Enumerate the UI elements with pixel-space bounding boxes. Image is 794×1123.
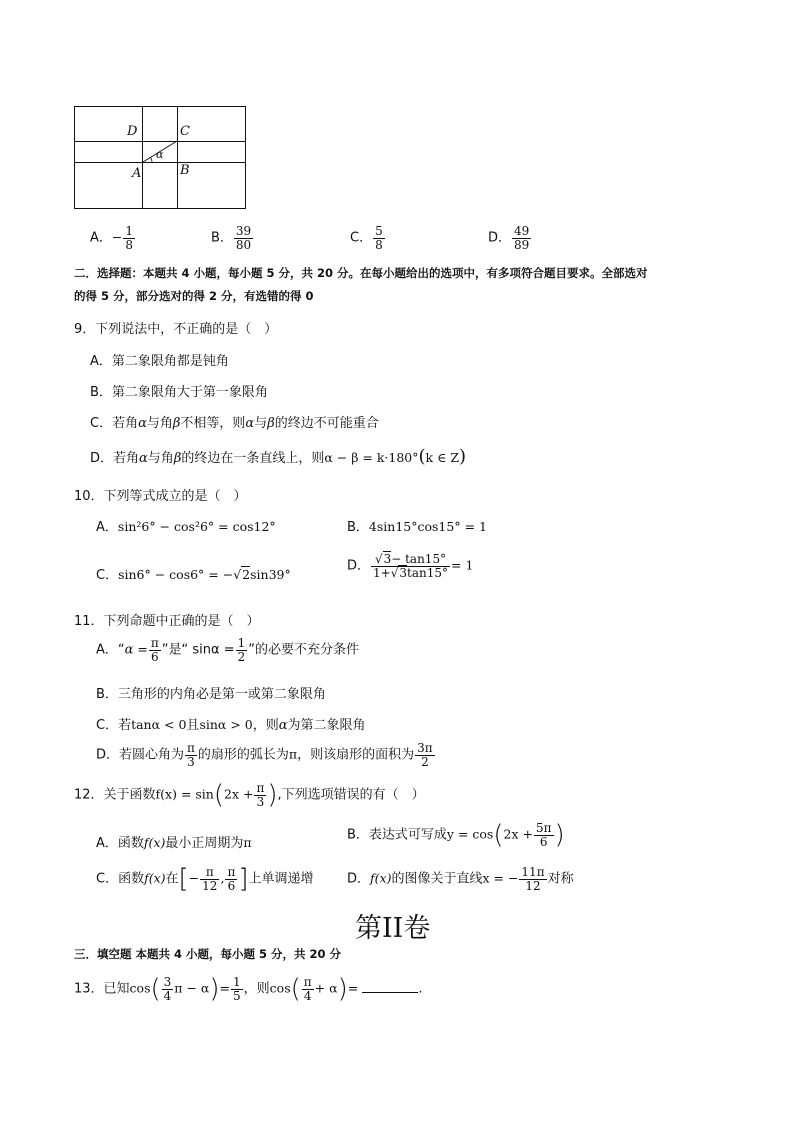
fraction (236, 637, 248, 663)
q11-option-d[interactable] (96, 742, 436, 768)
formula: π − α (174, 980, 210, 996)
text: 上单调递增 (248, 871, 314, 887)
numerator: π (303, 975, 312, 989)
text: 的图像关于直线 (391, 871, 483, 887)
q8-option-a[interactable] (90, 225, 136, 251)
text: ，则该扇形的面积为 (297, 747, 415, 763)
section2-heading-line1: 二．选择题：本题共 4 小题，每小题 5 分，共 20 分。在每小题给出的选项中，有多项符合题目要求。全部选对 (74, 266, 648, 280)
sqrt-sign: √ (233, 567, 242, 582)
numerator: 11π (521, 865, 545, 879)
condition: k ∈ Z (425, 450, 460, 465)
sqrt-value: 3 (399, 565, 408, 580)
q12-option-b[interactable] (347, 820, 565, 851)
text: 的终边不可能重合 (274, 416, 379, 431)
q12-option-c[interactable] (96, 864, 314, 895)
fraction (231, 976, 243, 1002)
denominator: 4 (163, 988, 172, 1003)
numerator (371, 553, 450, 567)
numerator: π (187, 741, 195, 755)
text: 且 (186, 718, 200, 733)
fraction (415, 742, 435, 768)
q10-option-d[interactable] (347, 553, 473, 579)
q11-option-a[interactable] (96, 637, 359, 663)
formula: sin6° − cos6° = − (118, 567, 234, 582)
fraction (371, 553, 450, 579)
beta: β (173, 451, 182, 466)
q9-option-c[interactable] (90, 412, 379, 431)
fraction (149, 637, 161, 663)
paren-left: ( (290, 974, 301, 1005)
formula: sinα > 0 (199, 717, 253, 732)
section2-heading-line2: 的得 5 分，部分选对的得 2 分，有选错的得 0 (74, 289, 314, 303)
q11-option-b[interactable]: B．三角形的内角必是第一或第二象限角 (96, 687, 326, 702)
text: ，则 (252, 718, 279, 733)
label-d: D (127, 124, 138, 139)
q13 (74, 974, 423, 1005)
denominator: 5 (233, 988, 241, 1003)
text: 与角 (147, 451, 174, 466)
fraction (234, 225, 253, 251)
fraction (123, 225, 135, 251)
text: 12．关于函数 (74, 787, 156, 803)
answer-blank[interactable] (362, 980, 418, 993)
numerator: 5 (375, 224, 383, 238)
denominator: 8 (375, 237, 383, 252)
numerator: π (256, 781, 265, 795)
text: 对称 (547, 871, 574, 887)
minus-sign: − (188, 870, 200, 886)
text: 与角 (146, 416, 173, 431)
q12-stem (74, 780, 425, 811)
formula: 2x + (224, 786, 254, 802)
period: . (418, 981, 423, 997)
numerator: 5π (535, 821, 552, 835)
q9-option-a[interactable]: A．第二象限角都是钝角 (90, 354, 229, 369)
text: tan15° (407, 565, 448, 580)
option-prefix: C． (350, 230, 373, 246)
q8-option-d[interactable] (488, 225, 532, 251)
paren-right: ) (337, 974, 348, 1005)
formula: y = cos (446, 826, 494, 842)
alpha: α (138, 416, 147, 431)
denominator (371, 567, 450, 580)
text: 1+ (373, 565, 391, 580)
q10-option-b[interactable] (347, 516, 487, 535)
section3-heading: 三．填空题 本题共 4 小题，每小题 5 分，共 20 分 (74, 947, 342, 961)
pi: π (288, 746, 298, 762)
q11-option-c[interactable] (96, 714, 366, 733)
alpha: α (245, 416, 255, 431)
denominator: 6 (227, 878, 236, 893)
denominator: 3 (256, 794, 265, 809)
equals: = (347, 980, 359, 996)
numerator: π (150, 636, 159, 650)
q9-option-b[interactable]: B．第二象限角大于第一象限角 (90, 385, 268, 400)
option-prefix: C． (96, 568, 119, 583)
equals: = (133, 641, 148, 657)
pi: π (243, 835, 252, 850)
numerator: 3π (417, 741, 433, 755)
fraction (225, 866, 237, 892)
fraction (512, 225, 531, 251)
formula: + α (314, 980, 338, 996)
text: 13．已知 (74, 981, 130, 997)
option-prefix: B． (347, 520, 369, 535)
sqrt-sign: √ (374, 552, 383, 566)
paren-right: ) (209, 974, 220, 1005)
q10-stem: 10．下列等式成立的是（ ） (74, 489, 247, 504)
formula: 2x + (503, 826, 533, 842)
text: 在 (165, 871, 179, 887)
denominator: 4 (303, 988, 312, 1003)
text: D．若角 (90, 451, 140, 466)
paren-left: ( (418, 446, 426, 467)
q12-option-a[interactable] (96, 832, 252, 851)
formula: f(x) = sin (155, 786, 214, 802)
fraction (302, 976, 314, 1002)
text: 为第二象限角 (287, 718, 366, 733)
numerator: 1 (125, 224, 134, 238)
text: 不相等，则 (180, 416, 246, 431)
text: 最小正周期为 (165, 836, 244, 851)
text: A．“ (96, 642, 125, 658)
text: ,下列选项错误的有（ ） (277, 787, 425, 803)
option-prefix: A． (90, 230, 112, 246)
q9-option-d[interactable] (90, 446, 466, 467)
text: D． (347, 871, 371, 887)
equals: = (219, 980, 231, 996)
bracket-left: [ (178, 864, 189, 895)
text: C．若角 (90, 416, 139, 431)
fraction (373, 225, 385, 251)
text: ”是“ sinα = (161, 642, 235, 658)
function: f(x) (143, 835, 166, 850)
text: C．函数 (96, 871, 145, 887)
paren-left: ( (493, 820, 504, 851)
label-c: C (180, 124, 190, 139)
numerator: 3 (163, 975, 172, 989)
denominator: 2 (237, 649, 246, 664)
q12-option-d[interactable] (347, 866, 574, 892)
formula: tanα < 0 (131, 717, 187, 732)
bracket-right: ] (238, 864, 249, 895)
denominator: 12 (525, 878, 541, 893)
fraction (519, 866, 546, 892)
q9-stem: 9．下列说法中，不正确的是（ ） (74, 322, 278, 337)
part2-title: 第II卷 (355, 913, 431, 944)
option-prefix: B． (211, 230, 233, 246)
paren-left: ( (150, 974, 161, 1005)
q10-option-a[interactable] (96, 516, 276, 535)
q8-option-c[interactable] (350, 225, 386, 251)
fraction (200, 866, 219, 892)
function: f(x) (370, 870, 392, 886)
text: A．函数 (96, 836, 144, 851)
text: ”的必要不充分条件 (248, 642, 359, 658)
option-prefix: A． (96, 520, 118, 535)
cos: cos (129, 980, 151, 996)
fraction (534, 822, 554, 848)
text: 的终边在一条直线上，则 (181, 451, 325, 466)
fraction (162, 976, 174, 1002)
comma: , (220, 870, 225, 886)
beta: β (267, 416, 275, 431)
label-alpha: α (156, 148, 164, 161)
denominator: 3 (187, 754, 195, 769)
alpha: α (278, 718, 288, 733)
denominator: 12 (202, 878, 218, 893)
sqrt-sign: √ (390, 565, 399, 580)
q10-option-c[interactable] (96, 564, 291, 583)
alpha: α (124, 642, 134, 658)
numerator: 49 (514, 224, 530, 238)
denominator: 6 (151, 649, 159, 664)
label-a: A (132, 166, 142, 181)
text: − tan15° (391, 552, 447, 566)
option-prefix: D． (347, 558, 371, 574)
formula: α − β = k·180° (324, 450, 419, 465)
sqrt-value: 3 (383, 552, 392, 566)
formula: sin²6° − cos²6° = cos12° (117, 519, 276, 534)
paren-right: ) (554, 820, 565, 851)
paren-right: ) (459, 446, 467, 467)
numerator: π (200, 866, 219, 880)
numerator: 1 (233, 975, 241, 989)
denominator: 8 (125, 237, 134, 252)
text: 的扇形的弧长为 (197, 747, 289, 763)
text: B．表达式可写成 (347, 827, 447, 843)
function: f(x) (144, 870, 166, 886)
label-b: B (180, 163, 190, 178)
numerator: π (227, 865, 236, 879)
option-prefix: D． (488, 230, 512, 246)
beta: β (172, 416, 181, 431)
numerator: 1 (237, 636, 246, 650)
denominator: 80 (235, 237, 252, 252)
fraction (185, 742, 197, 768)
cos: cos (269, 980, 291, 996)
numerator: 39 (235, 224, 252, 238)
q11-stem: 11．下列命题中正确的是（ ） (74, 614, 260, 629)
formula: sin39° (250, 567, 291, 582)
fraction (254, 782, 266, 808)
q8-option-b[interactable] (211, 225, 254, 251)
paren-left: ( (213, 780, 225, 811)
alpha: α (139, 451, 148, 466)
sqrt-value: 2 (242, 567, 251, 582)
text: ，则 (243, 981, 270, 997)
formula: 4sin15°cos15° = 1 (368, 519, 487, 534)
denominator: 89 (514, 237, 530, 252)
text: 与 (254, 416, 268, 431)
formula: x = − (482, 870, 519, 886)
equals-value: = 1 (451, 557, 474, 573)
minus-sign: − (111, 229, 123, 245)
denominator: 2 (421, 754, 429, 769)
denominator: 6 (539, 834, 548, 849)
text: C．若 (96, 718, 132, 733)
paren-right: ) (267, 780, 278, 811)
text: D．若圆心角为 (96, 747, 185, 763)
